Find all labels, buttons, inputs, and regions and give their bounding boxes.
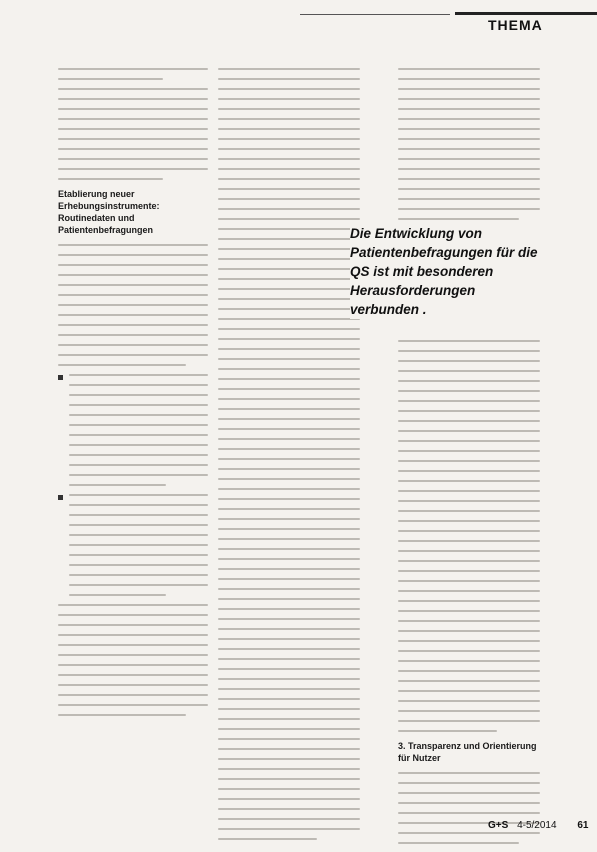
page-footer — [488, 820, 588, 831]
bullet-icon — [58, 375, 63, 380]
bullet-item — [58, 494, 208, 604]
top-rule — [455, 12, 597, 15]
section-heading: 3. Transparenz und Orientierung für Nutzer — [398, 741, 537, 763]
issue-number: 4-5/2014 — [517, 820, 557, 831]
top-rule-thin — [300, 14, 450, 15]
section-heading: Etablierung neuer Erhebungsinstrumente: Routinedaten und Patientenbefragungen — [58, 189, 160, 235]
section-label: THEMA — [488, 17, 543, 33]
text-column-2 — [218, 68, 360, 848]
journal-brand: G+S — [488, 820, 509, 831]
bullet-icon — [58, 495, 63, 500]
bullet-item — [58, 374, 208, 494]
text-column-3 — [398, 68, 540, 852]
text-column-1 — [58, 68, 208, 724]
pull-quote: Die Entwicklung von Patientenbefragungen für die QS ist mit besonderen Herausforderungen verbunden . — [350, 224, 545, 319]
page-number: 61 — [577, 820, 589, 831]
